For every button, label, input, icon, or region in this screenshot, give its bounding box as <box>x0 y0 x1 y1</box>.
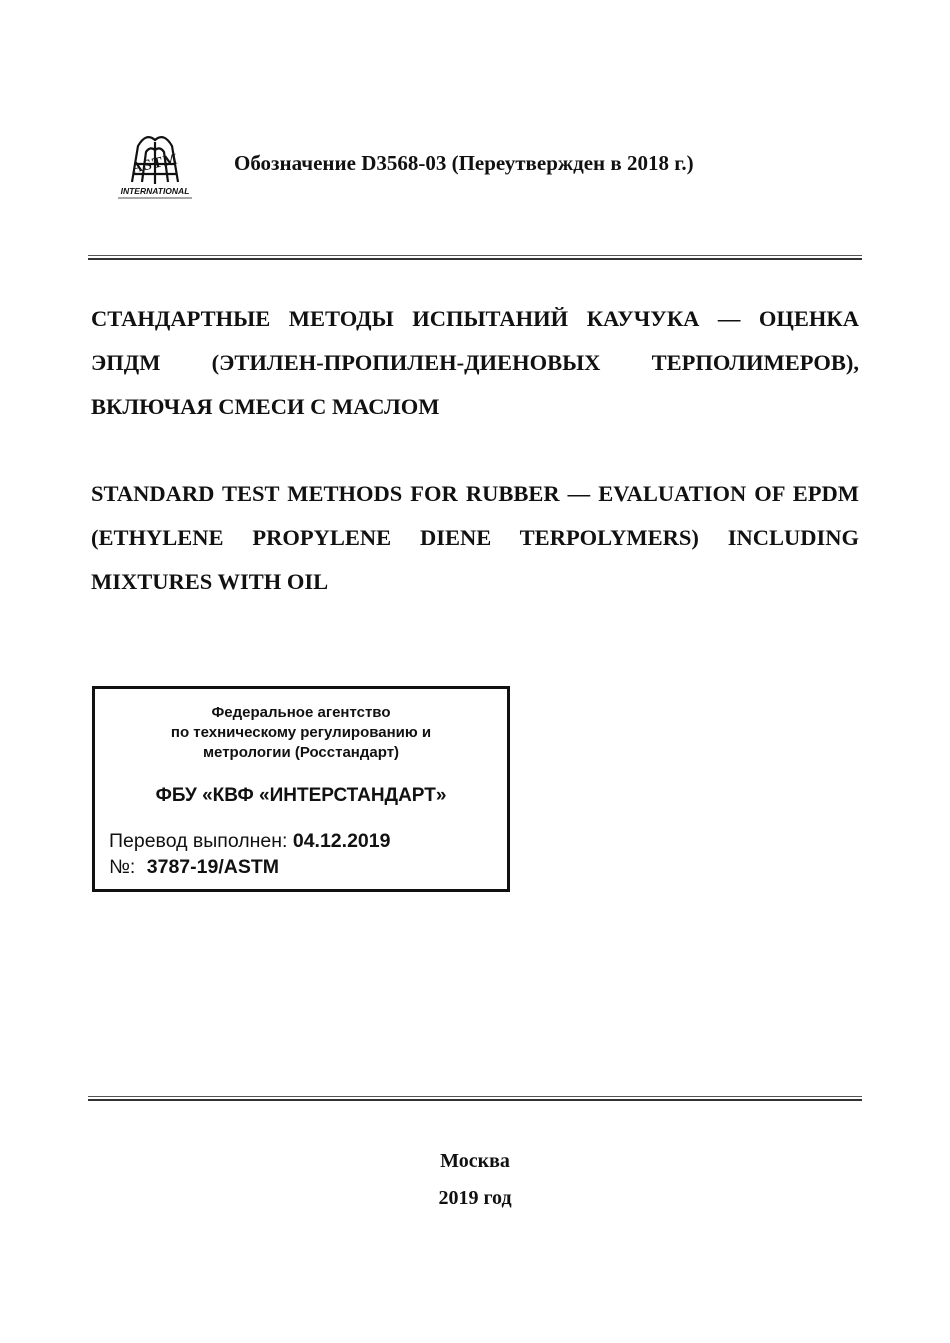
logo-wordmark: ASTM <box>130 151 180 177</box>
agency-line: по техническому регулированию и <box>170 724 432 741</box>
translation-date-value: 04.12.2019 <box>292 830 391 852</box>
title-russian: СТАНДАРТНЫЕ МЕТОДЫ ИСПЫТАНИЙ КАУЧУКА — ОЦЕНКА ЭПДМ (ЭТИЛЕН-ПРОПИЛЕН-ДИЕНОВЫХ ТЕРПОЛИМЕРОВ), ВКЛЮЧАЯ СМЕСИ С МАСЛОМ <box>91 306 859 419</box>
publication-year: 2019 год <box>438 1187 512 1209</box>
translation-number-line <box>109 855 279 879</box>
top-divider <box>88 255 862 260</box>
translation-number-value: 3787-19/ASTM <box>146 856 279 878</box>
astm-logo <box>112 128 198 200</box>
bottom-divider <box>88 1096 862 1101</box>
title-english: STANDARD TEST METHODS FOR RUBBER — EVALUATION OF EPDM (ETHYLENE PROPYLENE DIENE TERPOLYMERS) INCLUDING MIXTURES WITH OIL <box>91 481 859 594</box>
standard-designation: Обозначение D3568-03 (Переутвержден в 2018 г.) <box>234 151 694 175</box>
organization-name: ФБУ «КВФ «ИНТЕРСТАНДАРТ» <box>155 785 447 806</box>
agency-line: Федеральное агентство <box>211 704 391 721</box>
translation-date-line <box>109 829 390 853</box>
logo-subtext: INTERNATIONAL <box>120 186 190 196</box>
agency-name <box>95 703 507 763</box>
translation-date-label: Перевод выполнен: <box>109 830 288 852</box>
translation-stamp <box>92 686 510 892</box>
agency-line: метрологии (Росстандарт) <box>202 744 400 761</box>
translation-number-label: №: <box>109 856 136 878</box>
publication-city: Москва <box>440 1150 510 1172</box>
